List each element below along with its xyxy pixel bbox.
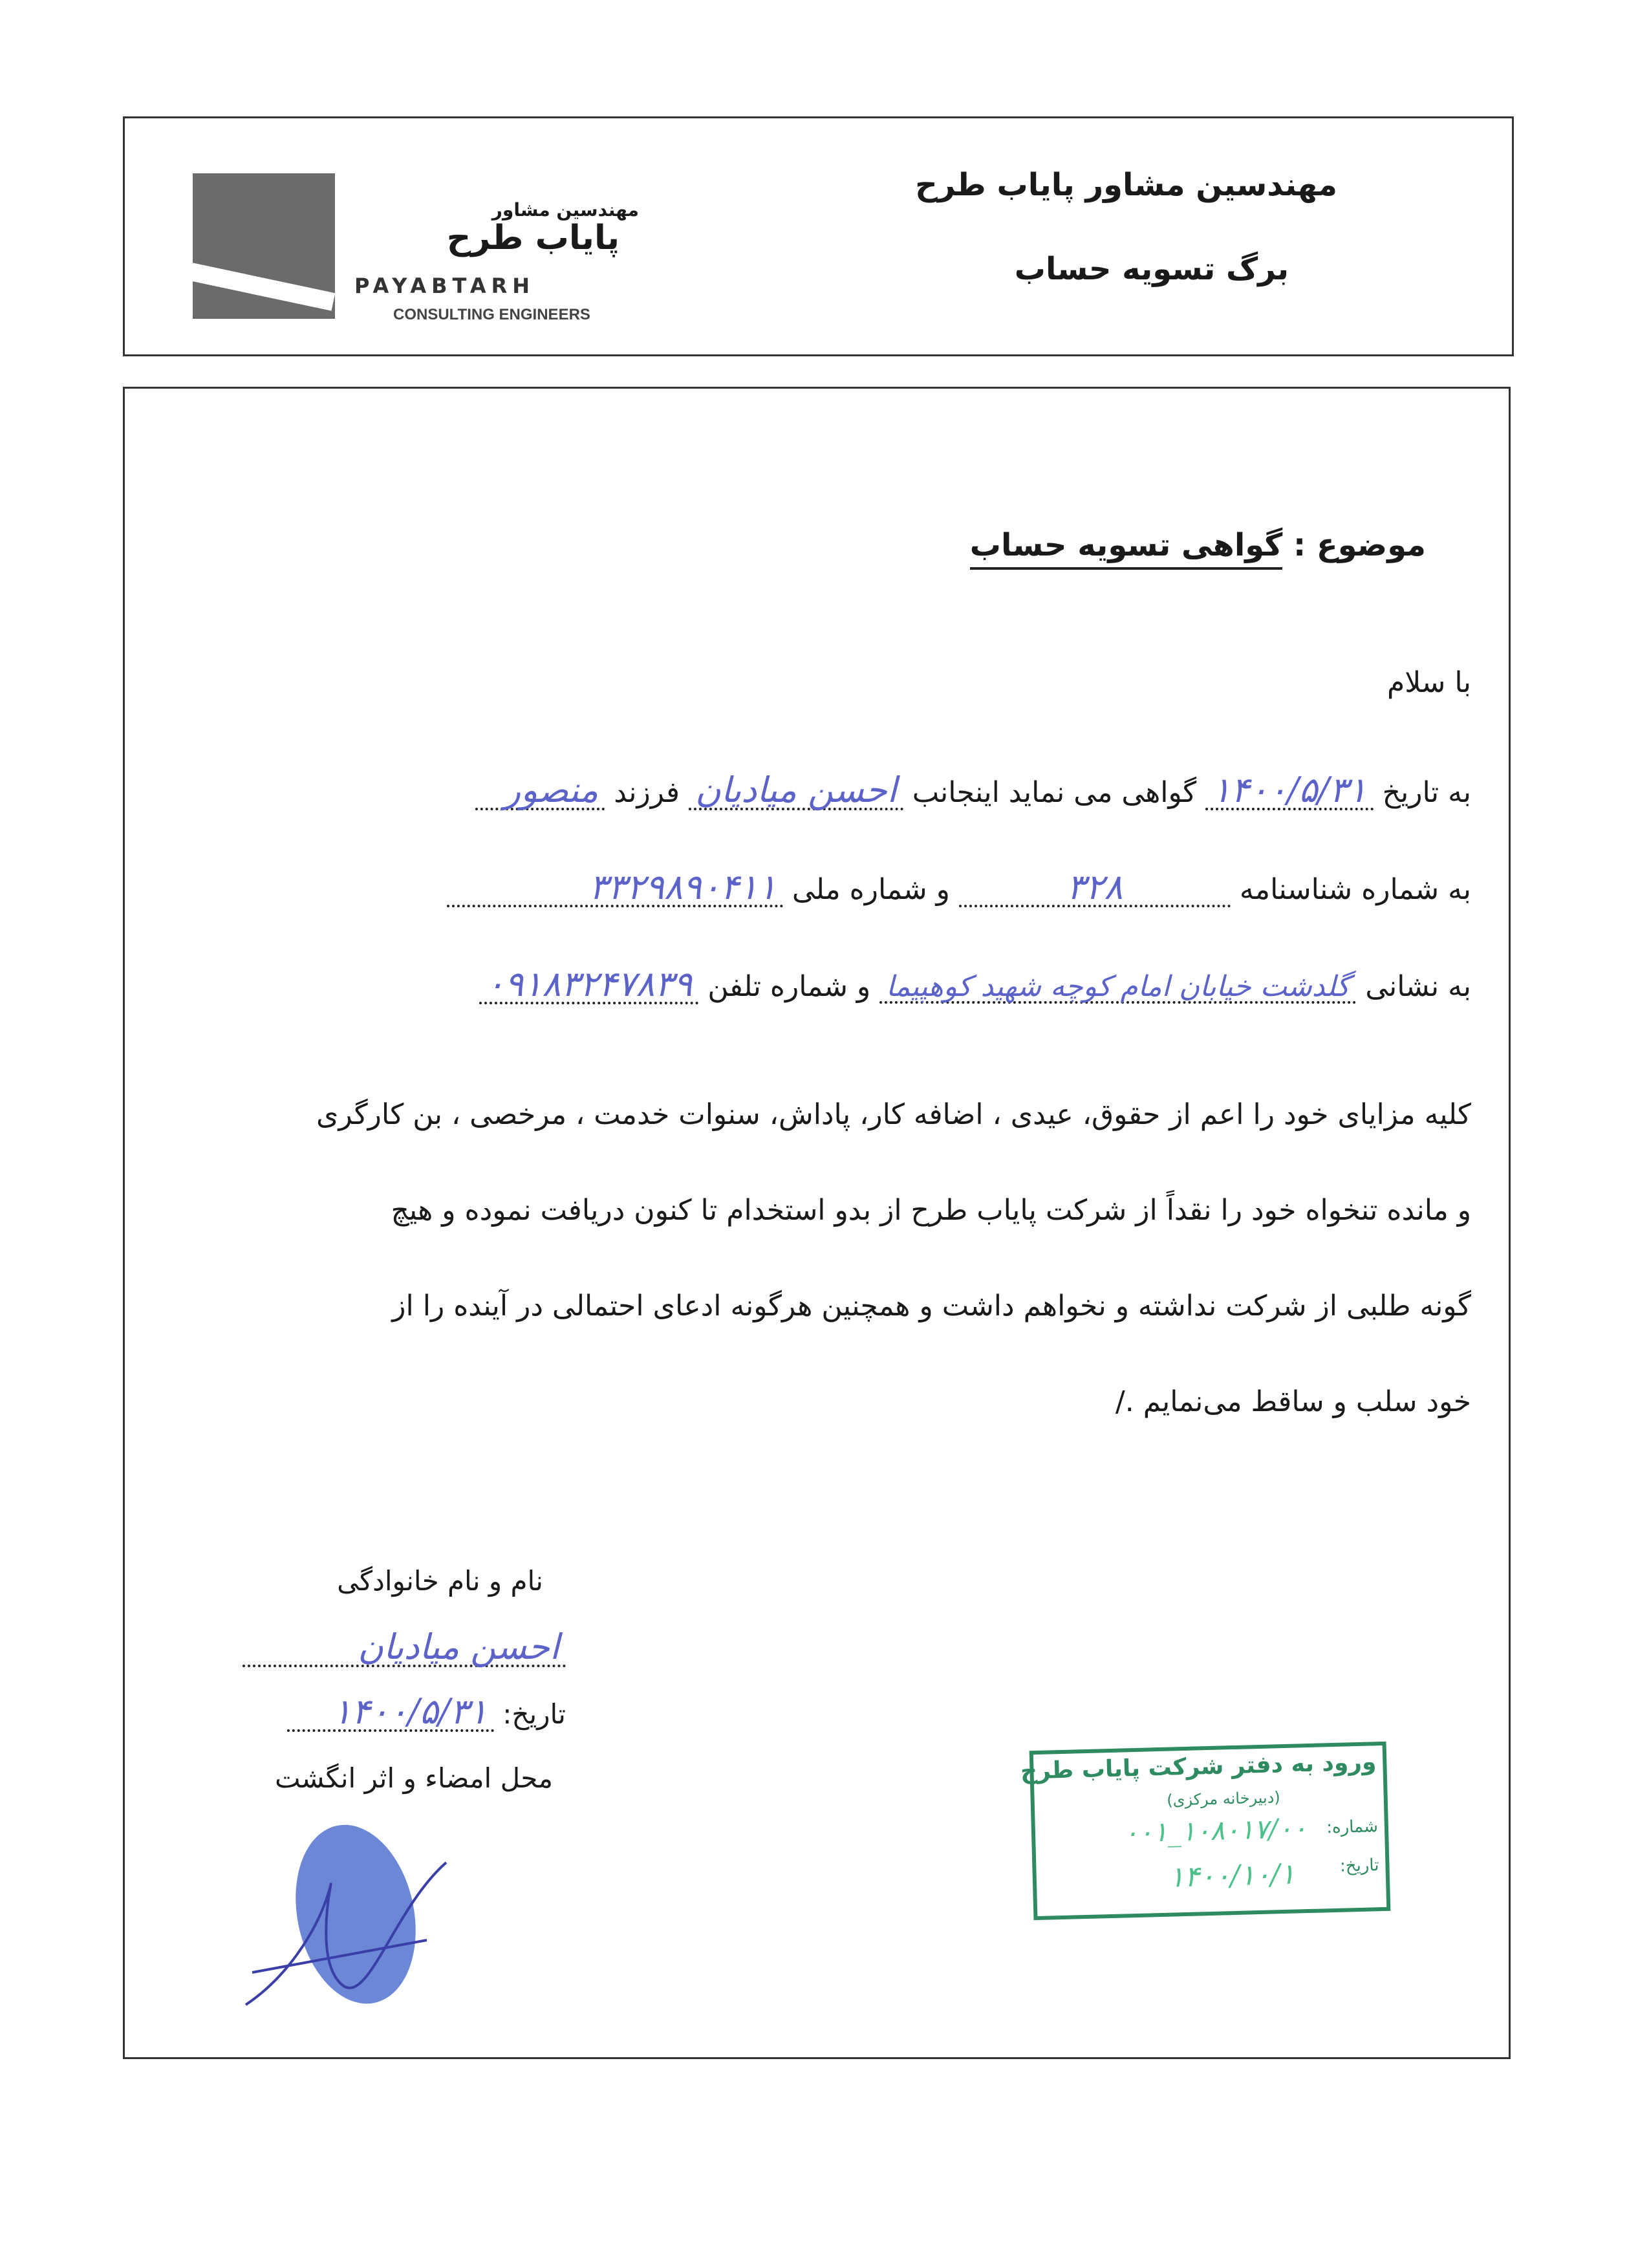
- person-name: احسن میادیان: [689, 773, 903, 810]
- national-id: ۳۳۲۹۸۹۰۴۱۱: [447, 870, 783, 907]
- subject-line: [970, 527, 1426, 563]
- phone-label: و شماره تلفن: [707, 970, 871, 1003]
- paragraph-line: گونه طلبی از شرکت نداشته و نخواهم داشت و همچنین هرگونه ادعای احتمالی در آینده را از: [392, 1290, 1471, 1323]
- certify-text: گواهی می نماید اینجانب: [912, 776, 1197, 809]
- logo-fa-small: مهندسین مشاور: [491, 199, 639, 221]
- paragraph-line: و مانده تنخواه خود را نقداً از شرکت پایاب طرح از بدو استخدام تا کنون دریافت نموده و هیچ: [391, 1194, 1471, 1227]
- logo-fa-large: پایاب طرح: [446, 219, 620, 257]
- stamp-number-label: شماره:: [1326, 1817, 1379, 1838]
- address-value: گلدشت خیابان امام کوچه شهید کوهپیما: [879, 973, 1356, 1004]
- address-label: به نشانی: [1365, 970, 1471, 1003]
- company-logo: [193, 173, 658, 329]
- signature-date: تاریخ: ۱۴۰۰/۵/۳۱: [287, 1694, 566, 1732]
- stamp-date-label: تاریخ:: [1339, 1855, 1379, 1876]
- id-number: ۳۲۸: [959, 870, 1231, 907]
- subject-text: گواهی تسویه حساب: [970, 527, 1283, 570]
- date-prefix: به تاریخ: [1382, 776, 1471, 809]
- registry-stamp: [1020, 1742, 1391, 1920]
- greeting: با سلام: [1386, 666, 1471, 699]
- logo-en-sub: CONSULTING ENGINEERS: [393, 306, 590, 323]
- father-name: منصور: [475, 773, 605, 810]
- id-label: به شماره شناسنامه: [1239, 873, 1471, 906]
- logo-mark-icon: [193, 173, 335, 319]
- paragraph-line: کلیه مزایای خود را اعم از حقوق، عیدی ، اضافه کار، پاداش، سنوات خدمت ، مرخصی ، بن کارگری: [316, 1098, 1471, 1131]
- national-id-label: و شماره ملی: [792, 873, 950, 906]
- child-of-label: فرزند: [614, 776, 680, 809]
- signer-name: احسن میادیان: [242, 1630, 566, 1667]
- stamp-number: ۱۰۸۰۱۷/۰۰_۰۰۱: [1123, 1812, 1308, 1849]
- subject-label: موضوع :: [1293, 527, 1426, 563]
- header-box: [123, 116, 1514, 356]
- form-title: برگ تسویه حساب: [1014, 251, 1289, 287]
- name-label: نام و نام خانوادگی: [337, 1565, 543, 1597]
- paragraph-line: خود سلب و ساقط می‌نمایم ./: [1115, 1385, 1471, 1418]
- declaration-paragraph: [316, 1067, 1471, 1450]
- id-line: [447, 867, 1471, 907]
- date-value: ۱۴۰۰/۵/۳۱: [1205, 773, 1373, 810]
- company-name: مهندسین مشاور پایاب طرح: [915, 167, 1337, 203]
- phone-value: ۰۹۱۸۳۲۴۷۸۳۹: [479, 967, 698, 1004]
- stamp-title: ورود به دفتر شرکت پایاب طرح: [1020, 1749, 1377, 1785]
- date-name-line: [475, 770, 1471, 810]
- stamp-subtitle: (دبیرخانه مرکزی): [1166, 1788, 1281, 1809]
- logo-en-name: PAYABTARH: [354, 274, 535, 298]
- address-line: [479, 964, 1471, 1004]
- fingerprint-and-signature: [233, 1811, 491, 2031]
- stamp-date: ۱۴۰۰/۱۰/۱: [1169, 1857, 1296, 1894]
- sign-label: محل امضاء و اثر انگشت: [274, 1762, 553, 1794]
